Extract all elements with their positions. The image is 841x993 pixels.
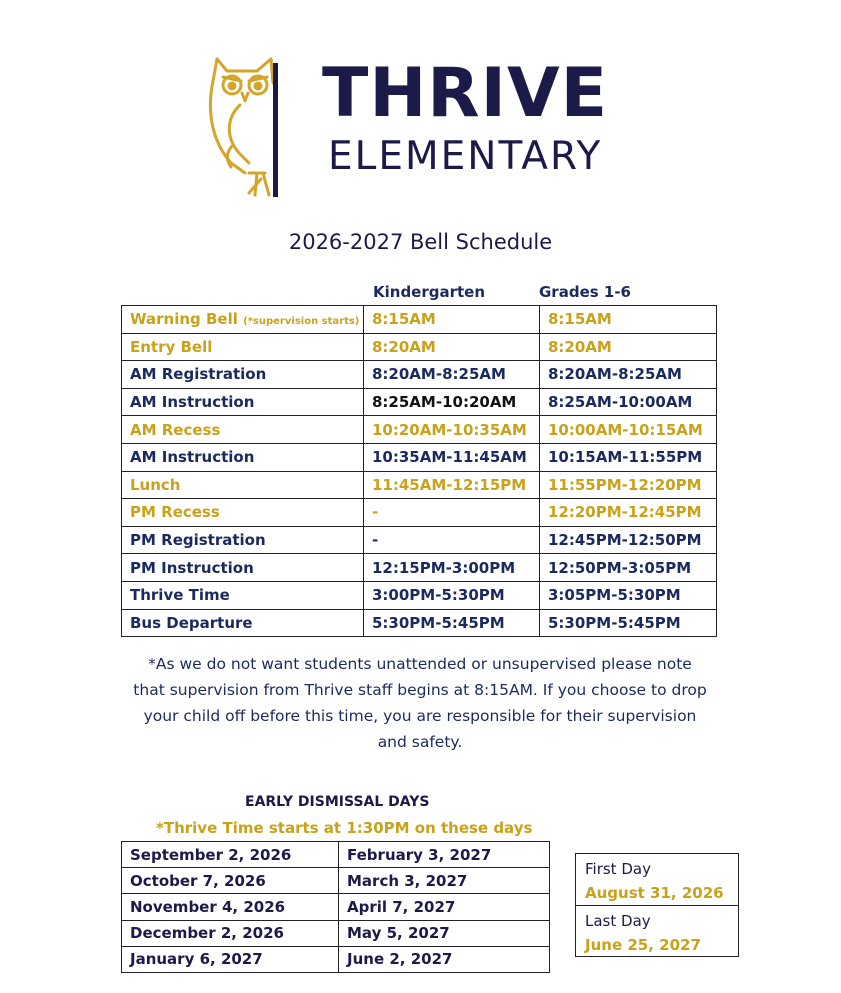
dismissal-date: September 2, 2026 <box>122 842 339 868</box>
period-name: Lunch <box>130 475 181 494</box>
table-row <box>122 471 717 499</box>
period-name: Thrive Time <box>130 586 230 605</box>
grades-time: 10:15AM-11:55PM <box>540 443 717 471</box>
first-day-cell <box>576 854 738 905</box>
kindergarten-time: 10:20AM-10:35AM <box>364 416 540 444</box>
table-row <box>122 554 717 582</box>
period-label <box>122 443 364 471</box>
dismissal-date: October 7, 2026 <box>122 868 339 894</box>
grades-time: 10:00AM-10:15AM <box>540 416 717 444</box>
period-note: (*supervision starts) <box>243 316 360 328</box>
period-name: Bus Departure <box>130 613 253 632</box>
grades-time: 12:45PM-12:50PM <box>540 526 717 554</box>
period-label <box>122 499 364 527</box>
table-row <box>122 416 717 444</box>
last-day-label: Last Day <box>585 912 651 930</box>
period-label <box>122 416 364 444</box>
last-day-cell <box>576 905 738 956</box>
dismissal-date: June 2, 2027 <box>339 946 550 972</box>
kindergarten-time: 3:00PM-5:30PM <box>364 581 540 609</box>
dismissal-date: January 6, 2027 <box>122 946 339 972</box>
table-row <box>122 842 550 868</box>
period-label <box>122 471 364 499</box>
early-dismissal-title: EARLY DISMISSAL DAYS <box>245 794 430 810</box>
table-row <box>122 361 717 389</box>
logo-subtitle: ELEMENTARY <box>328 134 603 179</box>
period-label <box>122 333 364 361</box>
grades-time: 8:20AM <box>540 333 717 361</box>
period-label <box>122 526 364 554</box>
owl-icon <box>205 55 285 200</box>
period-name: PM Recess <box>130 503 220 522</box>
first-day-date: August 31, 2026 <box>585 884 724 902</box>
school-days-box <box>575 853 739 957</box>
last-day-date: June 25, 2027 <box>585 936 701 954</box>
dismissal-date: February 3, 2027 <box>339 842 550 868</box>
grades-time: 8:15AM <box>540 306 717 334</box>
period-name: AM Registration <box>130 365 267 384</box>
period-label <box>122 609 364 637</box>
period-name: Warning Bell <box>130 310 238 329</box>
period-label <box>122 361 364 389</box>
first-day-label: First Day <box>585 860 651 878</box>
grades-time: 8:20AM-8:25AM <box>540 361 717 389</box>
table-row <box>122 526 717 554</box>
kindergarten-time: 12:15PM-3:00PM <box>364 554 540 582</box>
dismissal-date: November 4, 2026 <box>122 894 339 920</box>
kindergarten-time: - <box>364 499 540 527</box>
period-label <box>122 554 364 582</box>
bell-schedule-table <box>121 305 717 637</box>
header-grades: Grades 1-6 <box>539 283 631 301</box>
table-row <box>122 333 717 361</box>
page-title: 2026-2027 Bell Schedule <box>288 230 553 254</box>
table-row <box>122 499 717 527</box>
grades-time: 5:30PM-5:45PM <box>540 609 717 637</box>
kindergarten-time: 11:45AM-12:15PM <box>364 471 540 499</box>
table-row <box>122 581 717 609</box>
dismissal-date: December 2, 2026 <box>122 920 339 946</box>
period-label <box>122 306 364 334</box>
period-label <box>122 388 364 416</box>
grades-time: 8:25AM-10:00AM <box>540 388 717 416</box>
period-name: Entry Bell <box>130 337 213 356</box>
logo-title: THRIVE <box>322 54 609 133</box>
grades-time: 3:05PM-5:30PM <box>540 581 717 609</box>
grades-time: 12:20PM-12:45PM <box>540 499 717 527</box>
kindergarten-time: 8:20AM-8:25AM <box>364 361 540 389</box>
period-name: AM Instruction <box>130 448 255 467</box>
kindergarten-time: 8:20AM <box>364 333 540 361</box>
grades-time: 11:55PM-12:20PM <box>540 471 717 499</box>
table-row <box>122 388 717 416</box>
period-label <box>122 581 364 609</box>
table-row <box>122 894 550 920</box>
header-kindergarten: Kindergarten <box>373 283 486 301</box>
kindergarten-time: 5:30PM-5:45PM <box>364 609 540 637</box>
kindergarten-time: 8:25AM-10:20AM <box>364 388 540 416</box>
table-row <box>122 443 717 471</box>
period-name: AM Instruction <box>130 393 255 412</box>
kindergarten-time: 8:15AM <box>364 306 540 334</box>
table-row <box>122 868 550 894</box>
table-row <box>122 920 550 946</box>
dismissal-date: April 7, 2027 <box>339 894 550 920</box>
dismissal-date: March 3, 2027 <box>339 868 550 894</box>
table-row <box>122 609 717 637</box>
kindergarten-time: 10:35AM-11:45AM <box>364 443 540 471</box>
dismissal-date: May 5, 2027 <box>339 920 550 946</box>
period-name: AM Recess <box>130 420 221 439</box>
early-dismissal-table <box>121 841 550 973</box>
period-name: PM Instruction <box>130 558 254 577</box>
kindergarten-time: - <box>364 526 540 554</box>
grades-time: 12:50PM-3:05PM <box>540 554 717 582</box>
supervision-note: *As we do not want students unattended or unsupervised please note that supervision from Thrive staff begins at 8:15AM. If you choose to drop your child off before this time, you are responsible for their supervision and safety. <box>133 655 707 751</box>
table-row <box>122 946 550 972</box>
period-name: PM Registration <box>130 531 266 550</box>
table-row <box>122 306 717 334</box>
early-dismissal-subtitle: *Thrive Time starts at 1:30PM on these days <box>156 819 533 837</box>
